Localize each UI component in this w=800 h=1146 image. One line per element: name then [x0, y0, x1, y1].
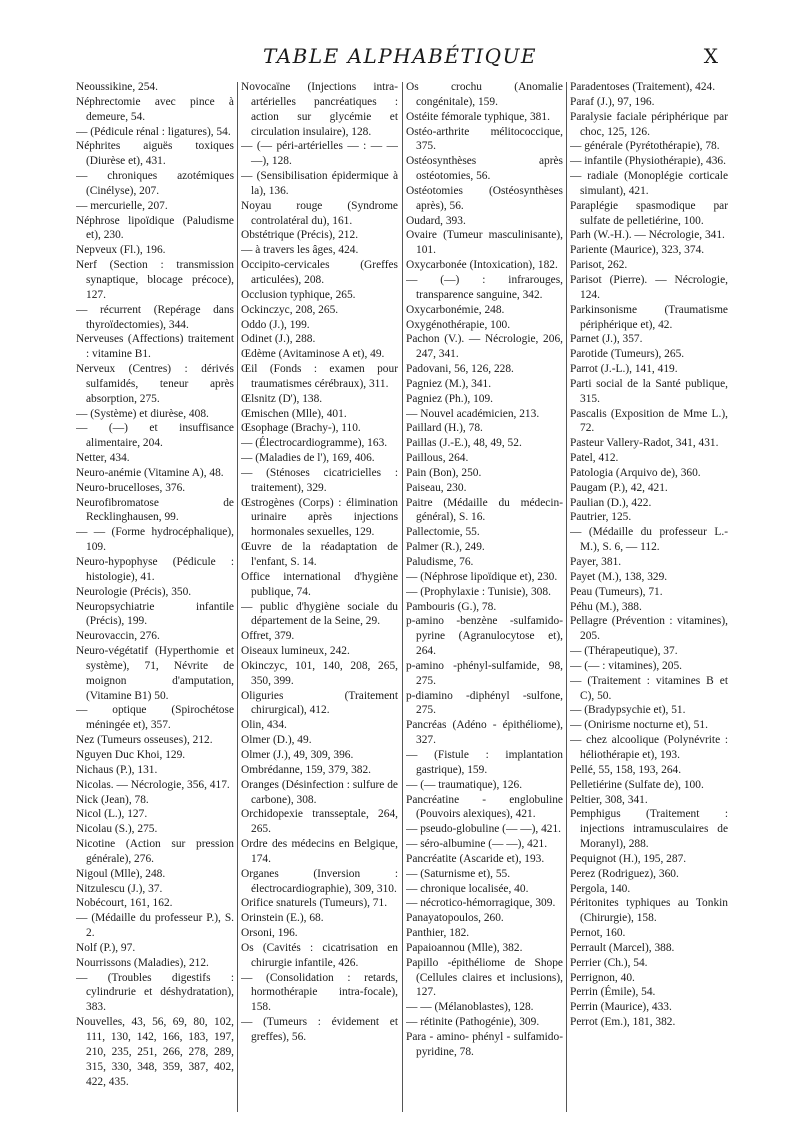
- index-entry: Padovani, 56, 126, 228.: [406, 363, 514, 376]
- index-entry: Neuro-anémie (Vitamine A), 48.: [76, 466, 224, 479]
- index-entry: Parnet (J.), 357.: [570, 333, 643, 346]
- index-entry: — (Néphrose lipoïdique et), 230.: [406, 570, 558, 583]
- index-entry: Panayatopoulos, 260.: [406, 912, 504, 925]
- index-entry: Parh (W.-H.). — Nécrologie, 341.: [570, 229, 725, 242]
- index-entry: Oliguries (Traitement chirurgical), 412.: [241, 689, 398, 717]
- index-entry: Pancréatine - englobuline (Pouvoirs alexiques), 421.: [406, 793, 563, 821]
- index-entry: Nguyen Duc Khoi, 129.: [76, 748, 186, 761]
- index-entry: Nigoul (Mlle), 248.: [76, 867, 166, 880]
- index-entry: — (Consolidation : retards, hormothérapie intra-focale), 158.: [241, 971, 398, 1014]
- index-entry: Néphrectomie avec pince à demeure, 54.: [76, 95, 234, 123]
- index-entry: — (— : vitamines), 205.: [570, 659, 682, 672]
- column-divider: [402, 82, 403, 1112]
- index-entry: Peau (Tumeurs), 71.: [570, 585, 663, 598]
- index-entry: — pseudo-globuline (— —), 421.: [406, 823, 562, 836]
- index-entry: Pellé, 55, 158, 193, 264.: [570, 763, 682, 776]
- index-entry: Ostéite fémorale typhique, 381.: [406, 110, 550, 123]
- index-entry: — (Troubles digestifs : cylindrurie et déshydratation), 383.: [76, 971, 234, 1014]
- index-entry: Oiseaux lumineux, 242.: [241, 645, 350, 658]
- index-entry: Patel, 412.: [570, 452, 619, 465]
- index-entry: — (Système) et diurèse, 408.: [76, 407, 209, 420]
- index-entry: Œil (Fonds : examen pour traumatismes cérébraux), 311.: [241, 363, 398, 390]
- index-entry: Oxygénothérapie, 100.: [406, 318, 511, 331]
- index-entry: — (Traitement : vitamines B et C), 50.: [570, 674, 728, 702]
- index-entry: Occlusion typhique, 265.: [241, 288, 356, 301]
- index-entry: Neurologie (Précis), 350.: [76, 585, 192, 598]
- index-entry: Pariente (Maurice), 323, 374.: [570, 244, 705, 257]
- index-entry: Nicolas. — Nécrologie, 356, 417.: [76, 778, 230, 791]
- index-entry: Neuropsychiatrie infantile (Précis), 199.: [76, 600, 234, 628]
- index-entry: Nicol (L.), 127.: [76, 808, 148, 821]
- index-entry: — (Médaille du professeur L.-M.), S. 6, — 112.: [570, 526, 728, 554]
- index-entry: Nerf (Section : transmission synaptique, blocage précoce), 127.: [76, 259, 234, 301]
- index-entry: — — (Forme hydrocéphalique), 109.: [76, 526, 234, 554]
- index-entry: — radiale (Monoplégie corticale simulant), 421.: [570, 170, 728, 197]
- index-entry: Paugam (P.), 42, 421.: [570, 481, 668, 494]
- index-entry: Nolf (P.), 97.: [76, 941, 136, 954]
- index-entry: — à travers les âges, 424.: [241, 244, 359, 257]
- index-entry: Os crochu (Anomalie congénitale), 159.: [406, 81, 563, 108]
- index-entry: — (Fistule : implantation gastrique), 159.: [406, 748, 563, 776]
- index-entry: Pancréas (Adéno - épithéliome), 327.: [406, 719, 563, 747]
- index-entry: Ostéo-arthrite mélitococcique, 375.: [406, 125, 563, 153]
- index-entry: Neurovaccin, 276.: [76, 630, 160, 643]
- index-entry: Parrot (J.-L.), 141, 419.: [570, 363, 678, 376]
- index-entry: Oddo (J.), 199.: [241, 318, 310, 331]
- index-entry: Ostéotomies (Ostéosynthèses après), 56.: [406, 184, 563, 212]
- index-entry: Nerveuses (Affections) traitement : vitamine B1.: [76, 333, 234, 361]
- index-entry: Perrot (Em.), 181, 382.: [570, 1016, 676, 1029]
- index-entry: Novocaïne (Injections intra-artérielles pancréatiques : action sur glycémie et circulation insulaire), 128.: [241, 81, 398, 138]
- index-entry: Pancréatite (Ascaride et), 193.: [406, 852, 545, 865]
- index-entry: Pagniez (M.), 341.: [406, 377, 492, 390]
- index-entry: Nicotine (Action sur pression générale), 276.: [76, 838, 234, 865]
- index-entry: Olin, 434.: [241, 719, 287, 732]
- index-entry: — récurrent (Repérage dans thyroïdectomies), 344.: [76, 303, 234, 331]
- index-entry: Oudard, 393.: [406, 214, 466, 227]
- index-entry: Perrignon, 40.: [570, 971, 635, 984]
- index-entry: Orchidopexie transseptale, 264, 265.: [241, 808, 398, 836]
- index-entry: Pemphigus (Traitement : injections intramusculaires de Moranyl), 288.: [570, 808, 728, 851]
- index-entry: — (Médaille du professeur P.), S. 2.: [76, 912, 234, 940]
- index-entry: Palmer (R.), 249.: [406, 541, 485, 554]
- index-entry: Pelletiérine (Sulfate de), 100.: [570, 778, 704, 791]
- index-entry: p-amino -phényl-sulfamide, 98, 275.: [406, 659, 563, 687]
- index-entry: Neurofibromatose de Recklinghausen, 99.: [76, 496, 234, 524]
- index-entry: Nez (Tumeurs osseuses), 212.: [76, 734, 213, 747]
- index-column-2: [241, 80, 398, 1120]
- index-entry: Pallectomie, 55.: [406, 526, 480, 539]
- index-entry: Paradentoses (Traitement), 424.: [570, 81, 716, 93]
- index-entry: Pascalis (Exposition de Mme L.), 72.: [570, 407, 728, 435]
- page-header: [0, 44, 800, 74]
- index-entry: Offret, 379.: [241, 630, 295, 643]
- index-entry: — optique (Spirochétose méningée et), 357.: [76, 704, 234, 732]
- index-entry: — (Bradypsychie et), 51.: [570, 704, 686, 717]
- index-entry: — (Thérapeutique), 37.: [570, 645, 678, 658]
- index-entry: — (Saturnisme et), 55.: [406, 867, 511, 880]
- index-entry: Pambouris (G.), 78.: [406, 600, 497, 613]
- index-entry: Œuvre de la réadaptation de l'enfant, S. 14.: [241, 541, 398, 568]
- index-entry: Nichaus (P.), 131.: [76, 763, 158, 776]
- index-entry: Oranges (Désinfection : sulfure de carbone), 308.: [241, 778, 398, 806]
- index-entry: Pernot, 160.: [570, 927, 626, 940]
- index-entry: Pellagre (Prévention : vitamines), 205.: [570, 615, 728, 643]
- index-entry: Neuro-brucelloses, 376.: [76, 481, 186, 494]
- index-entry: — (— traumatique), 126.: [406, 778, 523, 791]
- index-entry: Pautrier, 125.: [570, 511, 632, 524]
- index-entry: — (Pédicule rénal : ligatures), 54.: [76, 125, 231, 138]
- index-entry: — chez alcoolique (Polynévrite : héliothérapie et), 193.: [570, 734, 728, 761]
- index-entry: Nitzulescu (J.), 37.: [76, 882, 163, 895]
- index-entry: Paitre (Médaille du médecin-général), S. 16.: [406, 496, 563, 524]
- index-entry: Pagniez (Ph.), 109.: [406, 392, 493, 405]
- index-entry: Odinet (J.), 288.: [241, 333, 316, 346]
- index-entry: Œlsnitz (D'), 138.: [241, 392, 323, 405]
- index-entry: Perrault (Marcel), 388.: [570, 941, 675, 954]
- index-entry: Pachon (V.). — Nécrologie, 206, 247, 341.: [406, 333, 563, 361]
- index-entry: Œdème (Avitaminose A et), 49.: [241, 348, 385, 361]
- index-entry: Parkinsonisme (Traumatisme périphérique et), 42.: [570, 303, 728, 331]
- index-entry: Péritonites typhiques au Tonkin (Chirurgie), 158.: [570, 897, 728, 925]
- index-entry: Neuro-hypophyse (Pédicule : histologie), 41.: [76, 556, 234, 583]
- index-entry: — Nouvel académicien, 213.: [406, 407, 540, 420]
- column-divider: [566, 82, 567, 1112]
- index-entry: Paludisme, 76.: [406, 556, 474, 568]
- index-entry: Occipito-cervicales (Greffes articulées), 208.: [241, 259, 398, 286]
- index-entry: — (Prophylaxie : Tunisie), 308.: [406, 585, 551, 598]
- index-entry: Perrin (Maurice), 433.: [570, 1001, 672, 1014]
- index-entry: Nicolau (S.), 275.: [76, 823, 158, 836]
- index-column-3: [406, 80, 563, 1120]
- page-number: X: [703, 44, 718, 68]
- index-entry: — — (Mélanoblastes), 128.: [406, 1001, 534, 1014]
- index-entry: Ockinczyc, 208, 265.: [241, 303, 339, 316]
- index-entry: Neuro-végétatif (Hyperthomie et système), 71, Névrite de moignon d'amputation, (Vitamine B1) 50.: [76, 645, 234, 702]
- index-entry: — (Électrocardiogramme), 163.: [241, 437, 388, 450]
- index-entry: Peltier, 308, 341.: [570, 793, 648, 806]
- index-entry: Panthier, 182.: [406, 927, 470, 940]
- running-title: TABLE ALPHABÉTIQUE: [262, 44, 538, 68]
- index-entry: — (Sensibilisation épidermique à la), 136.: [241, 170, 398, 197]
- index-entry: Payer, 381.: [570, 556, 622, 568]
- index-entry: Œmischen (Mlle), 401.: [241, 407, 347, 420]
- index-entry: Para - amino- phényl - sulfamido-pyridine, 78.: [406, 1031, 563, 1058]
- index-entry: Obstétrique (Précis), 212.: [241, 229, 359, 242]
- index-entry: Paraf (J.), 97, 196.: [570, 95, 655, 108]
- index-entry: Olmer (J.), 49, 309, 396.: [241, 748, 354, 761]
- index-entry: Noyau rouge (Syndrome controlatéral du), 161.: [241, 199, 398, 227]
- index-entry: Pequignot (H.), 195, 287.: [570, 852, 687, 865]
- index-entry: Nerveux (Centres) : dérivés sulfamidés, teneur après absorption, 275.: [76, 363, 234, 405]
- index-entry: — rétinite (Pathogénie), 309.: [406, 1016, 540, 1029]
- index-entry: — nécrotico-hémorragique, 309.: [406, 897, 556, 910]
- index-entry: Pergola, 140.: [570, 882, 631, 895]
- index-entry: Paulian (D.), 422.: [570, 496, 652, 509]
- index-entry: — public d'hygiène sociale du département de la Seine, 29.: [241, 600, 398, 628]
- index-entry: — (—) et insuffisance alimentaire, 204.: [76, 422, 234, 450]
- index-entry: Oxycarbonémie, 248.: [406, 303, 505, 316]
- index-entry: Paillard (H.), 78.: [406, 422, 483, 435]
- index-entry: Orsoni, 196.: [241, 927, 298, 940]
- index-entry: Nobécourt, 161, 162.: [76, 897, 173, 910]
- index-entry: Ovaire (Tumeur masculinisante), 101.: [406, 229, 563, 257]
- index-entry: Office international d'hygiène publique, 74.: [241, 570, 398, 598]
- index-entry: Parti social de la Santé publique, 315.: [570, 377, 728, 405]
- index-column-1: [76, 80, 234, 1120]
- index-entry: Patologia (Arquivo de), 360.: [570, 466, 701, 479]
- index-entry: Paraplégie spasmodique par sulfate de pelletiérine, 100.: [570, 199, 728, 227]
- index-entry: Olmer (D.), 49.: [241, 734, 312, 747]
- index-entry: Nouvelles, 43, 56, 69, 80, 102, 111, 130, 142, 166, 183, 197, 210, 235, 251, 266, 278, 289, 315, 330, 348, 359, 387, 402, 422, 435.: [76, 1016, 234, 1088]
- index-entry: — (Tumeurs : évidement et greffes), 56.: [241, 1016, 398, 1043]
- index-entry: Parotide (Tumeurs), 265.: [570, 348, 685, 361]
- index-entry: Perez (Rodriguez), 360.: [570, 867, 679, 880]
- index-entry: Pain (Bon), 250.: [406, 466, 482, 479]
- index-entry: Os (Cavités : cicatrisation en chirurgie infantile, 426.: [241, 941, 398, 969]
- index-entry: Parisot, 262.: [570, 259, 628, 272]
- index-entry: Perrin (Émile), 54.: [570, 986, 656, 999]
- index-entry: Papillo -épithéliome de Shope (Cellules claires et inclusions), 127.: [406, 956, 563, 999]
- index-entry: Parisot (Pierre). — Nécrologie, 124.: [570, 273, 728, 301]
- index-entry: — (Onirisme nocturne et), 51.: [570, 719, 708, 732]
- index-entry: Okinczyc, 101, 140, 208, 265, 350, 399.: [241, 659, 398, 687]
- index-columns: [76, 80, 728, 1120]
- index-entry: — séro-albumine (— —), 421.: [406, 838, 548, 851]
- column-divider: [237, 82, 238, 1112]
- index-entry: — infantile (Physiothérapie), 436.: [570, 155, 726, 168]
- index-entry: — (Maladies de l'), 169, 406.: [241, 452, 375, 465]
- index-entry: Nepveux (Fl.), 196.: [76, 244, 166, 257]
- index-entry: Néphrose lipoïdique (Paludisme et), 230.: [76, 214, 234, 242]
- index-entry: Œsophage (Brachy-), 110.: [241, 422, 361, 435]
- index-entry: Perrier (Ch.), 54.: [570, 956, 648, 969]
- index-entry: — mercurielle, 207.: [76, 199, 168, 212]
- index-entry: Ombrédanne, 159, 379, 382.: [241, 763, 372, 776]
- index-entry: Organes (Inversion : électrocardiographie), 309, 310.: [241, 867, 398, 895]
- index-entry: p-amino -benzène -sulfamido-pyrine (Agranulocytose et), 264.: [406, 615, 563, 658]
- index-entry: Péhu (M.), 388.: [570, 600, 642, 613]
- index-entry: — générale (Pyrétothérapie), 78.: [570, 140, 720, 153]
- index-entry: Ordre des médecins en Belgique, 174.: [241, 838, 398, 865]
- index-entry: — (— péri-artérielles — : — — —), 128.: [241, 140, 398, 168]
- index-entry: Oxycarbonée (Intoxication), 182.: [406, 259, 558, 272]
- index-entry: Paillous, 264.: [406, 452, 469, 465]
- index-entry: Nick (Jean), 78.: [76, 793, 149, 806]
- index-entry: — (—) : infrarouges, transparence sanguine, 342.: [406, 273, 563, 301]
- index-entry: Orifice snaturels (Tumeurs), 71.: [241, 897, 388, 910]
- index-entry: Paillas (J.-E.), 48, 49, 52.: [406, 437, 522, 450]
- index-entry: Neoussikine, 254.: [76, 81, 158, 93]
- index-entry: Orinstein (E.), 68.: [241, 912, 324, 925]
- index-entry: Pasteur Vallery-Radot, 341, 431.: [570, 437, 719, 450]
- index-entry: — (Sténoses cicatricielles : traitement), 329.: [241, 466, 398, 494]
- index-entry: Nourrissons (Maladies), 212.: [76, 956, 209, 969]
- index-entry: Netter, 434.: [76, 452, 130, 465]
- index-column-4: [570, 80, 728, 1120]
- index-entry: Payet (M.), 138, 329.: [570, 570, 668, 583]
- index-entry: Œstrogènes (Corps) : élimination urinaire après injections hormonales sexuelles, 129.: [241, 496, 398, 539]
- index-entry: Néphrites aiguës toxiques (Diurèse et), 431.: [76, 140, 234, 168]
- index-entry: p-diamino -diphényl -sulfone, 275.: [406, 689, 563, 717]
- index-entry: Paralysie faciale périphérique par choc, 125, 126.: [570, 110, 728, 138]
- index-entry: Papaioannou (Mlle), 382.: [406, 941, 523, 954]
- index-entry: Paiseau, 230.: [406, 481, 467, 494]
- index-entry: — chronique localisée, 40.: [406, 882, 529, 895]
- index-entry: — chroniques azotémiques (Cinélyse), 207.: [76, 170, 234, 197]
- index-entry: Ostéosynthèses après ostéotomies, 56.: [406, 155, 563, 183]
